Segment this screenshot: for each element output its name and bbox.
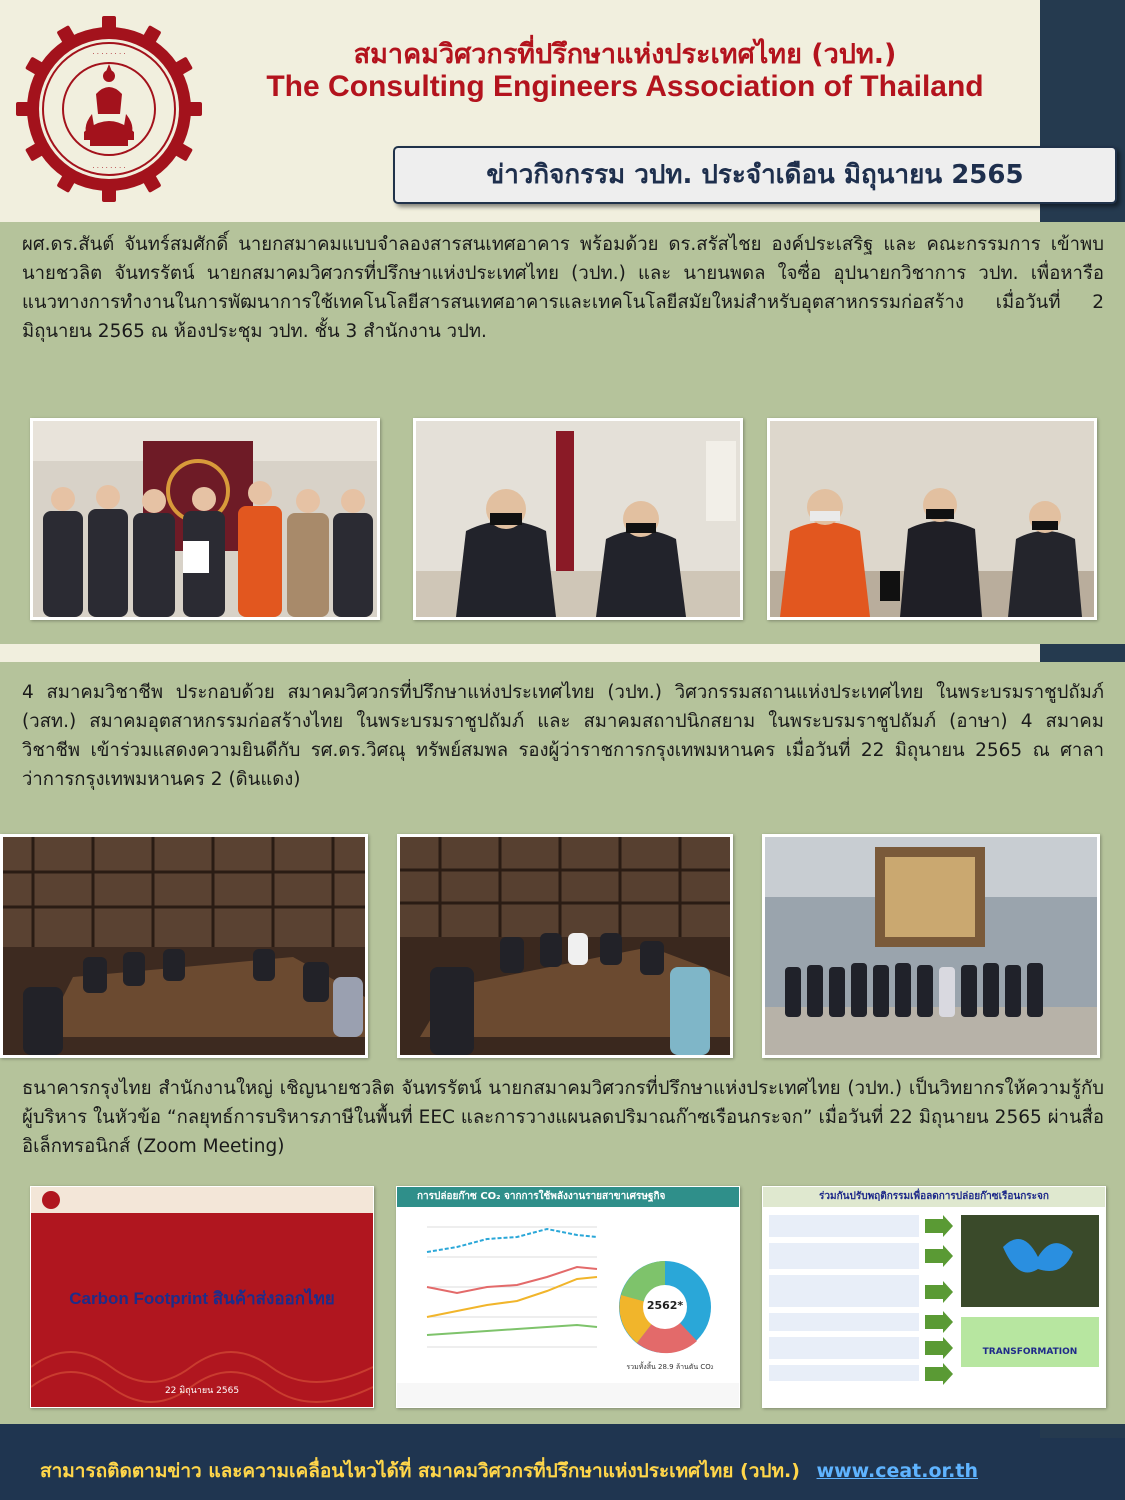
photo-seated-meeting — [413, 418, 743, 620]
co2-slide-title: การปล่อยก๊าซ CO₂ จากการใช้พลังงานรายสาขาเศรษฐกิจ — [397, 1187, 739, 1207]
co2-donut-center-label: 2562* — [646, 1299, 684, 1312]
conference-room-photo-icon — [400, 837, 730, 1055]
conference-room-photo-icon — [3, 837, 365, 1055]
slide-co2-emissions-chart — [396, 1186, 740, 1408]
carbon-slide-date: 22 มิถุนายน 2565 — [164, 1386, 240, 1396]
city-hall-photo-icon — [765, 837, 1097, 1055]
footer-text — [40, 1456, 978, 1486]
news-section-1 — [0, 222, 1125, 644]
carbon-slide-title: Carbon Footprint สินค้าส่งออกไทย — [69, 1289, 335, 1308]
website-link[interactable]: www.ceat.or.th — [816, 1460, 979, 1482]
association-seal-icon — [14, 14, 204, 204]
news-paragraph-1: ผศ.ดร.สันต์ จันทร์สมศักดิ์ นายกสมาคมแบบจำลองสารสนเทศอาคาร พร้อมด้วย ดร.สรัสไชย องค์ประเสริฐ และ คณะกรรมการ เข้าพบ นายชวลิต จันทรรัตน์ นายกสมาคมวิศวกรที่ปรึกษาแห่งประเทศไทย (วปท.) และ นายนพดล ใจซื่อ อุปนายกวิชาการ วปท. เพื่อหารือแนวทางการทำงานในการพัฒนาการใช้เทคโนโลยีสารสนเทศอาคารและเทคโนโลยีสมัยใหม่สำหรับอุตสาหกรรมก่อสร้าง เมื่อวันที่ 2 มิถุนายน 2565 ณ ห้องประชุม วปท. ชั้น 3 สำนักงาน วปท. — [22, 234, 1104, 342]
group-photo-icon — [33, 421, 377, 617]
slide-carbon-footprint — [30, 1186, 374, 1408]
footer-follow-text: สามารถติดตามข่าว และความเคลื่อนไหวได้ที่ สมาคมวิศวกรที่ปรึกษาแห่งประเทศไทย (วปท.) — [40, 1460, 800, 1482]
slide-transformation — [762, 1186, 1106, 1408]
photo-city-hall-group — [762, 834, 1100, 1058]
news-paragraph-2: 4 สมาคมวิชาชีพ ประกอบด้วย สมาคมวิศวกรที่ปรึกษาแห่งประเทศไทย (วปท.) วิศวกรรมสถานแห่งประเทศไทย ในพระบรมราชูปถัมภ์ (วสท.) สมาคมอุตสาหกรรมก่อสร้างไทย ในพระบรมราชูปถัมภ์ และ สมาคมสถาปนิกสยาม ในพระบรมราชูปถัมภ์ (อาษา) 4 สมาคมวิชาชีพ เข้าร่วมแสดงความยินดีกับ รศ.ดร.วิศณุ ทรัพย์สมพล รองผู้ว่าราชการกรุงเทพมหานคร เมื่อวันที่ 22 มิถุนายน 2565 ณ ศาลาว่าการกรุงเทพมหานคร 2 (ดินแดง) — [22, 682, 1104, 790]
news-section-2 — [0, 662, 1125, 1424]
photo-conference-room-1 — [0, 834, 368, 1058]
footer — [0, 1438, 1125, 1500]
co2-total-label: รวมทั้งสิ้น 28.9 ล้านตัน CO₂ — [626, 1363, 714, 1371]
svg-text:· · · · · · · ·: · · · · · · · · — [92, 50, 126, 58]
transformation-label: TRANSFORMATION — [982, 1347, 1078, 1357]
association-title-thai: สมาคมวิศวกรที่ปรึกษาแห่งประเทศไทย (วปท.) — [353, 39, 897, 70]
header — [0, 0, 1040, 222]
section-divider — [0, 644, 1040, 662]
transformation-slide-title: ร่วมกันปรับพฤติกรรมเพื่อลดการปล่อยก๊าซเรือนกระจก — [763, 1187, 1105, 1207]
association-title-english: The Consulting Engineers Association of Thailand — [266, 70, 984, 103]
guests-photo-icon — [770, 421, 1094, 617]
transformation-slide-graphic-icon — [763, 1207, 1105, 1407]
photo-conference-room-2 — [397, 834, 733, 1058]
photo-three-guests — [767, 418, 1097, 620]
photo-group-meeting — [30, 418, 380, 620]
svg-text:· · · · · · · ·: · · · · · · · · — [92, 164, 126, 172]
seated-photo-icon — [416, 421, 740, 617]
news-paragraph-3: ธนาคารกรุงไทย สำนักงานใหญ่ เชิญนายชวลิต จันทรรัตน์ นายกสมาคมวิศวกรที่ปรึกษาแห่งประเทศไทย (วปท.) เป็นวิทยากรให้ความรู้กับผู้บริหาร ในหัวข้อ “กลยุทธ์การบริหารภาษีในพื้นที่ EEC และการวางแผนลดปริมาณก๊าซเรือนกระจก” เมื่อวันที่ 22 มิถุนายน 2565 ผ่านสื่ออิเล็กทรอนิกส์ (Zoom Meeting) — [22, 1078, 1104, 1157]
monthly-news-banner: ข่าวกิจกรรม วปท. ประจำเดือน มิถุนายน 2565 — [393, 146, 1117, 204]
